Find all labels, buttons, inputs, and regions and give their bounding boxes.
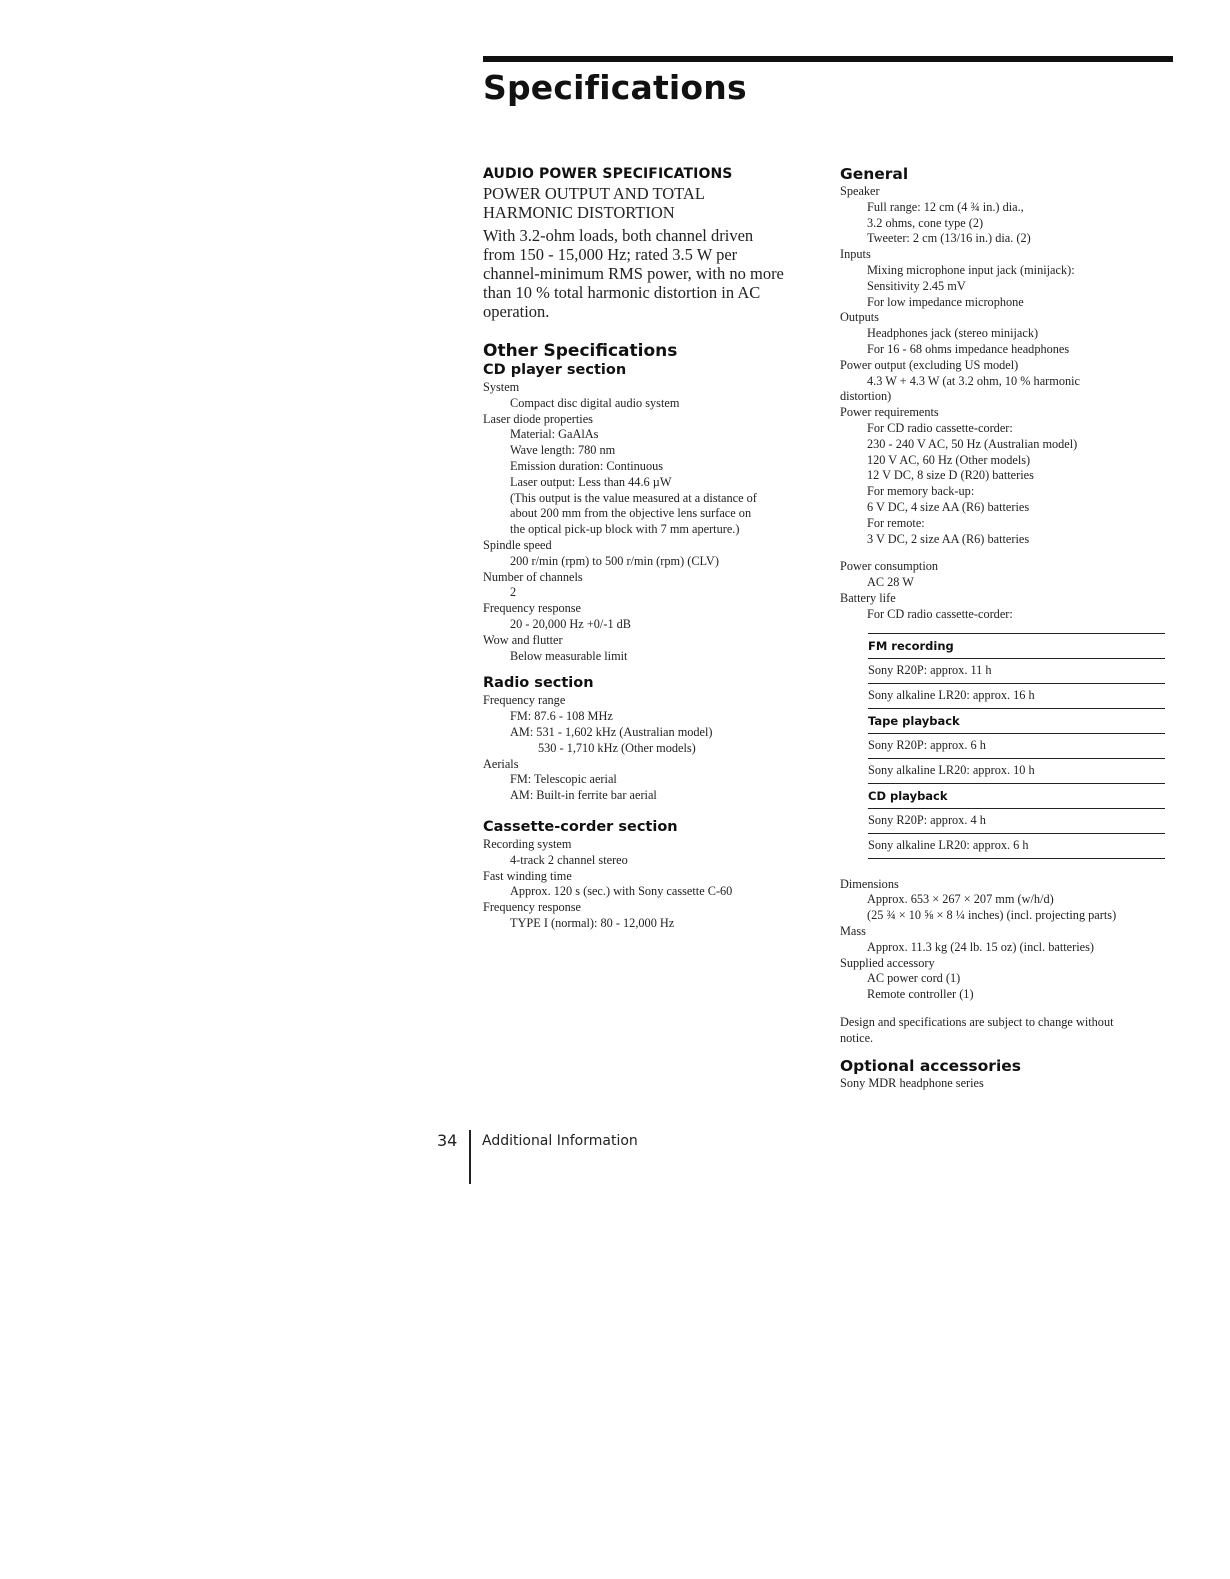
spec-value: Approx. 653 × 267 × 207 mm (w/h/d) [867,892,1054,907]
spec-value: Mixing microphone input jack (minijack): [867,262,1075,277]
spec-value: FM: Telescopic aerial [510,772,617,787]
spec-value: distortion) [840,389,892,404]
spec-value: Remote controller (1) [867,987,974,1002]
right-column [840,164,1175,1092]
spec-label: Aerials [483,756,519,771]
spec-label: Frequency response [483,900,582,915]
spec-value: 120 V AC, 60 Hz (Other models) [867,452,1031,467]
spec-value: Sensitivity 2.45 mV [867,278,966,293]
spec-label: Number of channels [483,569,583,584]
footer-divider [469,1130,471,1184]
cd-player-section-heading: CD player section [483,362,627,378]
spec-value: For CD radio cassette-corder: [867,420,1013,435]
spec-label: Power requirements [840,405,939,420]
audio-text-line: operation. [483,302,550,321]
spec-value: Compact disc digital audio system [510,395,680,410]
spec-value: AC power cord (1) [867,971,961,986]
battery-mode-label: CD playback [868,783,1165,808]
battery-life-value: Sony R20P: approx. 4 h [868,808,1165,833]
footer-section-title: Additional Information [482,1133,638,1149]
spec-value: AC 28 W [867,575,914,590]
battery-life-table [868,633,1165,859]
spec-value: FM: 87.6 - 108 MHz [510,709,613,724]
spec-value: AM: Built-in ferrite bar aerial [510,788,657,803]
spec-value: AM: 531 - 1,602 kHz (Australian model) [510,724,713,739]
optional-accessories-list [840,1076,1175,1092]
cassette-corder-section-heading: Cassette-corder section [483,818,678,835]
spec-label: Spindle speed [483,537,552,552]
page-number: 34 [437,1131,458,1150]
audio-text-line: With 3.2-ohm loads, both channel driven [483,226,754,245]
spec-value: Full range: 12 cm (4 ¾ in.) dia., [867,199,1024,214]
battery-life-value: Sony alkaline LR20: approx. 6 h [868,833,1165,858]
spec-label: System [483,380,520,394]
left-column [483,164,823,932]
general-heading: General [840,165,909,183]
spec-value: Emission duration: Continuous [510,458,664,473]
spec-value: 4.3 W + 4.3 W (at 3.2 ohm, 10 % harmonic [867,373,1080,388]
audio-power-heading: AUDIO POWER SPECIFICATIONS [483,166,733,182]
spec-value: Tweeter: 2 cm (13/16 in.) dia. (2) [867,231,1031,246]
spec-label: Supplied accessory [840,955,935,970]
notice-text: notice. [840,1030,874,1045]
title-rule [483,56,1173,62]
battery-table-header-row [868,783,1165,808]
cassette-specs [483,837,823,932]
battery-table-row [868,658,1165,683]
cd-player-specs [483,380,823,664]
spec-label: Laser diode properties [483,411,593,426]
other-specifications-heading: Other Specifications [483,341,678,361]
spec-value: For low impedance microphone [867,294,1024,309]
battery-life-value: Sony R20P: approx. 11 h [868,658,1165,683]
spec-value: 2 [510,585,517,600]
spec-value: 6 V DC, 4 size AA (R6) batteries [867,499,1030,514]
spec-value: Approx. 120 s (sec.) with Sony cassette C-60 [510,884,733,899]
spec-value: 4-track 2 channel stereo [510,852,628,867]
audio-text-line: than 10 % total harmonic distortion in AC [483,283,761,302]
battery-mode-label: Tape playback [868,708,1165,733]
spec-label: Inputs [840,247,871,262]
spec-label: Fast winding time [483,868,572,883]
audio-subheading-line2: HARMONIC DISTORTION [483,203,675,222]
spec-value: For remote: [867,515,925,530]
spec-value: about 200 mm from the objective lens surface on [510,506,752,521]
general-specs-more [840,877,1175,1047]
radio-specs [483,693,823,804]
battery-table-row [868,683,1165,708]
battery-mode-label: FM recording [868,633,1165,658]
spec-value: 3 V DC, 2 size AA (R6) batteries [867,531,1030,546]
spec-label: Power output (excluding US model) [840,357,1019,372]
spec-value: (25 ¾ × 10 ⅝ × 8 ¼ inches) (incl. projecting parts) [867,908,1117,923]
spec-value: Laser output: Less than 44.6 µW [510,474,672,489]
battery-life-value: Sony alkaline LR20: approx. 16 h [868,683,1165,708]
spec-value: For memory back-up: [867,484,975,499]
spec-value: the optical pick-up block with 7 mm aperture.) [510,522,740,537]
spec-value: 12 V DC, 8 size D (R20) batteries [867,468,1034,483]
spec-value: 3.2 ohms, cone type (2) [867,215,984,230]
spec-value: 530 - 1,710 kHz (Other models) [538,740,696,755]
battery-table-header-row [868,633,1165,658]
optional-accessory-item: Sony MDR headphone series [840,1076,984,1091]
spec-value: For 16 - 68 ohms impedance headphones [867,341,1070,356]
spec-label: Frequency range [483,693,566,708]
spec-label: Wow and flutter [483,632,563,647]
page-title: Specifications [483,68,747,107]
spec-value: Below measurable limit [510,648,628,663]
spec-label: Frequency response [483,601,582,616]
spec-value: Approx. 11.3 kg (24 lb. 15 oz) (incl. batteries) [867,939,1094,954]
audio-subheading-line1: POWER OUTPUT AND TOTAL [483,184,705,203]
battery-table-row [868,808,1165,833]
spec-label: Recording system [483,836,572,851]
battery-table-row [868,733,1165,758]
battery-table-row [868,833,1165,858]
notice-text: Design and specifications are subject to change without [840,1014,1114,1029]
spec-label: Battery life [840,590,896,605]
spec-value: Headphones jack (stereo minijack) [867,326,1039,341]
spec-value: (This output is the value measured at a distance of [510,490,757,505]
spec-label: Speaker [840,184,880,198]
optional-accessories-heading: Optional accessories [840,1057,1021,1076]
battery-life-value: Sony R20P: approx. 6 h [868,733,1165,758]
spec-value: For CD radio cassette-corder: [867,606,1013,621]
spec-label: Power consumption [840,559,939,574]
spec-label: Outputs [840,310,879,325]
battery-table-header-row [868,708,1165,733]
spec-value: 200 r/min (rpm) to 500 r/min (rpm) (CLV) [510,553,719,568]
radio-section-heading: Radio section [483,675,594,692]
spec-value: 230 - 240 V AC, 50 Hz (Australian model) [867,436,1078,451]
spec-value: 20 - 20,000 Hz +0/-1 dB [510,616,632,631]
spec-label: Mass [840,923,866,938]
battery-life-value: Sony alkaline LR20: approx. 10 h [868,758,1165,783]
spec-label: Dimensions [840,876,899,891]
audio-text-line: channel-minimum RMS power, with no more [483,264,784,283]
spec-value: TYPE I (normal): 80 - 12,000 Hz [510,915,675,930]
spec-value: Material: GaAlAs [510,427,599,442]
battery-table-row [868,758,1165,783]
spec-value: Wave length: 780 nm [510,443,616,458]
general-specs [840,184,1175,623]
audio-text-line: from 150 - 15,000 Hz; rated 3.5 W per [483,245,738,264]
